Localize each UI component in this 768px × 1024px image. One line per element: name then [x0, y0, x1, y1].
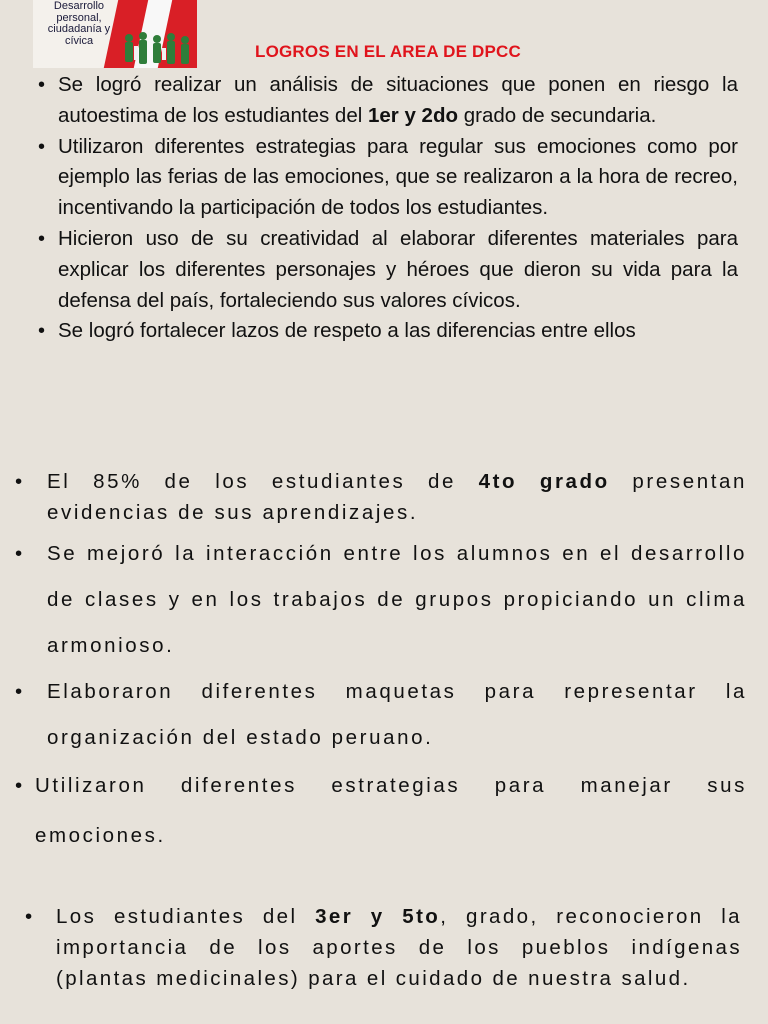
- achievements-list-bottom: [25, 901, 742, 994]
- bullet-icon: •: [15, 680, 23, 703]
- list-item: • Hicieron uso de su creatividad al elaborar diferentes materiales para explicar los diferentes personajes y héroes que dieron su vida para la defensa del país, fortaleciendo sus valores cívicos.: [38, 224, 738, 316]
- achievements-list-top: [38, 70, 738, 347]
- bullet-icon: •: [38, 135, 46, 158]
- list-item: • Utilizaron diferentes estrategias para regular sus emociones como por ejemplo las ferias de las emociones, que se realizaron a la hora de recreo, incentivando la participación de todos los estudiantes.: [38, 132, 738, 224]
- bullet-icon: •: [25, 905, 33, 928]
- list-item: • Los estudiantes del 3er y 5to, grado, reconocieron la importancia de los aportes de los pueblos indígenas (plantas medicinales) para el cuidado de nuestra salud.: [25, 901, 742, 994]
- logo-text: Desarrollo personal, ciudadanía y cívica: [47, 0, 111, 47]
- bullet-icon: •: [15, 470, 23, 493]
- bullet-icon: •: [38, 74, 46, 96]
- list-item: • Se mejoró la interacción entre los alumnos en el desarrollo de clases y en los trabajos de grupos propiciando un clima armonioso.: [15, 531, 747, 669]
- list-item: • Se logró fortalecer lazos de respeto a las diferencias entre ellos: [38, 316, 738, 347]
- list-item: • Elaboraron diferentes maquetas para representar la organización del estado peruano.: [15, 669, 747, 761]
- bullet-icon: •: [15, 542, 23, 565]
- list-item: • Utilizaron diferentes estrategias para manejar sus emociones.: [15, 761, 747, 861]
- list-item: • El 85% de los estudiantes de 4to grado presentan evidencias de sus aprendizajes.: [15, 466, 747, 528]
- achievements-list-middle: [15, 466, 747, 861]
- list-item: • Se logró realizar un análisis de situaciones que ponen en riesgo la autoestima de los estudiantes del 1er y 2do grado de secundaria.: [38, 70, 738, 132]
- bullet-icon: •: [38, 320, 46, 343]
- bullet-icon: •: [38, 227, 46, 250]
- bullet-icon: •: [15, 774, 23, 797]
- page-title: LOGROS EN EL AREA DE DPCC: [254, 42, 521, 61]
